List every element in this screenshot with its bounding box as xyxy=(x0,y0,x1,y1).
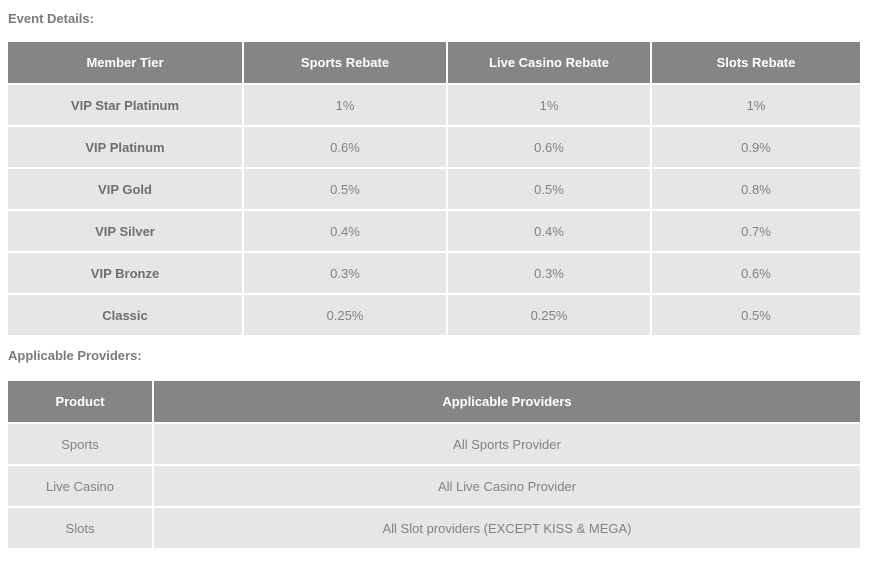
column-header: Sports Rebate xyxy=(244,42,446,83)
column-header: Live Casino Rebate xyxy=(448,42,650,83)
table-row xyxy=(8,295,860,335)
column-header: Product xyxy=(8,381,152,422)
event-details-table xyxy=(6,40,862,337)
column-header: Member Tier xyxy=(8,42,242,83)
value-cell: 0.25% xyxy=(244,295,446,335)
value-cell: 0.8% xyxy=(652,169,860,209)
value-cell: 1% xyxy=(448,85,650,125)
value-cell: 0.6% xyxy=(652,253,860,293)
table-row xyxy=(8,211,860,251)
value-cell: 0.5% xyxy=(652,295,860,335)
row-label-cell: VIP Star Platinum xyxy=(8,85,242,125)
column-header: Slots Rebate xyxy=(652,42,860,83)
table-row xyxy=(8,466,860,506)
value-cell: 0.3% xyxy=(448,253,650,293)
value-cell: 0.5% xyxy=(448,169,650,209)
value-cell: 0.6% xyxy=(244,127,446,167)
value-cell: All Live Casino Provider xyxy=(154,466,860,506)
row-label-cell: VIP Gold xyxy=(8,169,242,209)
applicable-providers-table xyxy=(6,379,862,550)
row-label-cell: VIP Bronze xyxy=(8,253,242,293)
value-cell: 1% xyxy=(652,85,860,125)
row-label-cell: VIP Platinum xyxy=(8,127,242,167)
event-details-heading: Event Details: xyxy=(8,11,94,26)
table-row xyxy=(8,424,860,464)
row-label-cell: Live Casino xyxy=(8,466,152,506)
row-label-cell: Sports xyxy=(8,424,152,464)
table-row xyxy=(8,127,860,167)
value-cell: 0.25% xyxy=(448,295,650,335)
table-row xyxy=(8,85,860,125)
table-header-row xyxy=(8,42,860,83)
value-cell: 1% xyxy=(244,85,446,125)
row-label-cell: Slots xyxy=(8,508,152,548)
column-header: Applicable Providers xyxy=(154,381,860,422)
applicable-providers-heading: Applicable Providers: xyxy=(8,348,142,363)
table-header-row xyxy=(8,381,860,422)
value-cell: 0.3% xyxy=(244,253,446,293)
value-cell: All Sports Provider xyxy=(154,424,860,464)
table-row xyxy=(8,253,860,293)
row-label-cell: VIP Silver xyxy=(8,211,242,251)
value-cell: 0.5% xyxy=(244,169,446,209)
table-row xyxy=(8,169,860,209)
value-cell: 0.9% xyxy=(652,127,860,167)
value-cell: 0.7% xyxy=(652,211,860,251)
value-cell: All Slot providers (EXCEPT KISS & MEGA) xyxy=(154,508,860,548)
value-cell: 0.4% xyxy=(448,211,650,251)
table-row xyxy=(8,508,860,548)
value-cell: 0.4% xyxy=(244,211,446,251)
row-label-cell: Classic xyxy=(8,295,242,335)
value-cell: 0.6% xyxy=(448,127,650,167)
